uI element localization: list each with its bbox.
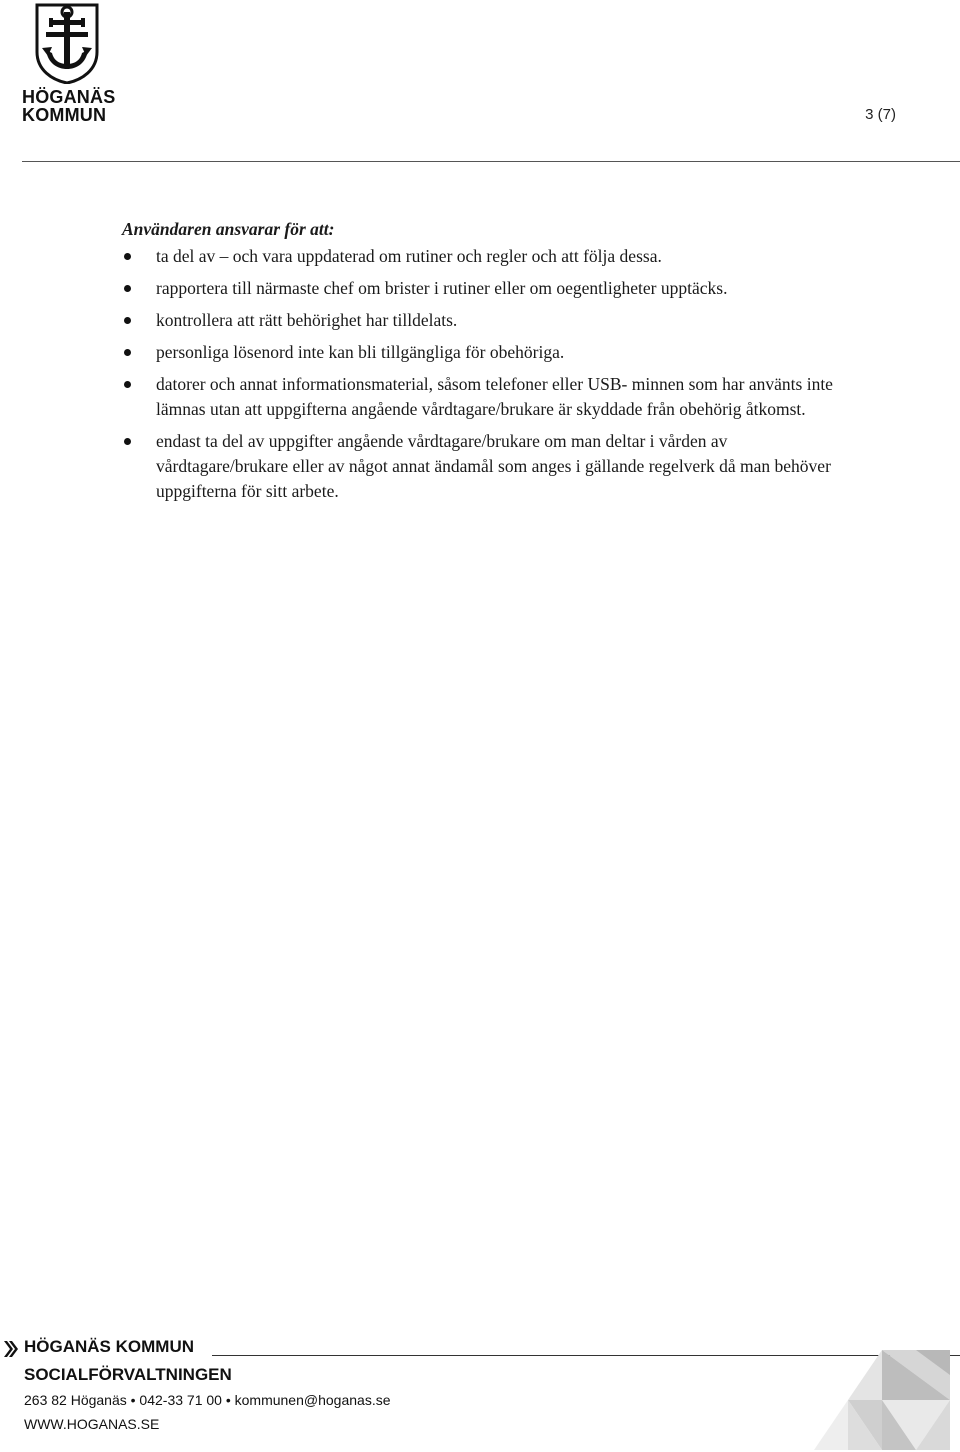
- list-item: [122, 372, 842, 422]
- anchor-crest-icon: [34, 2, 100, 84]
- arrow-right-icon: [2, 1339, 18, 1359]
- list-item-text: rapportera till närmaste chef om brister i rutiner eller om oegentligheter upptäcks.: [156, 278, 728, 298]
- logo-text: [22, 88, 122, 124]
- footer-contact: 263 82 Höganäs • 042-33 71 00 • kommunen@hoganas.se: [24, 1392, 391, 1408]
- list-item-text: datorer och annat informationsmaterial, såsom telefoner eller USB- minnen som har använts inte lämnas utan att uppgifterna angående vårdtagare/brukare är skyddade från obehörig åtkomst.: [156, 374, 833, 419]
- document-body: [122, 219, 842, 511]
- hoganas-logo: [22, 2, 122, 124]
- page-number: 3 (7): [865, 106, 896, 123]
- list-item-text: endast ta del av uppgifter angående vårdtagare/brukare om man deltar i vården av vårdtagare/brukare eller av något annat ändamål som anges i gällande regelverk då man behöver uppgifterna för sitt arbete.: [156, 431, 831, 501]
- list-item: [122, 244, 842, 269]
- list-item: [122, 429, 842, 504]
- page-footer: [0, 1330, 960, 1452]
- logo-text-line1: HÖGANÄS: [22, 87, 116, 107]
- bullet-icon: [124, 317, 131, 324]
- list-item: [122, 340, 842, 365]
- bullet-icon: [124, 438, 131, 445]
- header-divider: [22, 161, 960, 162]
- list-item-text: ta del av – och vara uppdaterad om rutiner och regler och att följa dessa.: [156, 246, 662, 266]
- list-item-text: kontrollera att rätt behörighet har tilldelats.: [156, 310, 458, 330]
- footer-website: WWW.HOGANAS.SE: [24, 1416, 160, 1432]
- bullet-icon: [124, 381, 131, 388]
- bullet-icon: [124, 285, 131, 292]
- responsibility-list: [122, 244, 842, 504]
- triangle-pattern-icon: [814, 1350, 950, 1450]
- bullet-icon: [124, 349, 131, 356]
- list-item-text: personliga lösenord inte kan bli tillgängliga för obehöriga.: [156, 342, 565, 362]
- list-item: [122, 308, 842, 333]
- bullet-icon: [124, 253, 131, 260]
- logo-text-line2: KOMMUN: [22, 105, 107, 125]
- list-item: [122, 276, 842, 301]
- footer-department: SOCIALFÖRVALTNINGEN: [24, 1365, 232, 1384]
- footer-org-name: HÖGANÄS KOMMUN: [24, 1337, 194, 1356]
- section-heading: Användaren ansvarar för att:: [122, 219, 335, 239]
